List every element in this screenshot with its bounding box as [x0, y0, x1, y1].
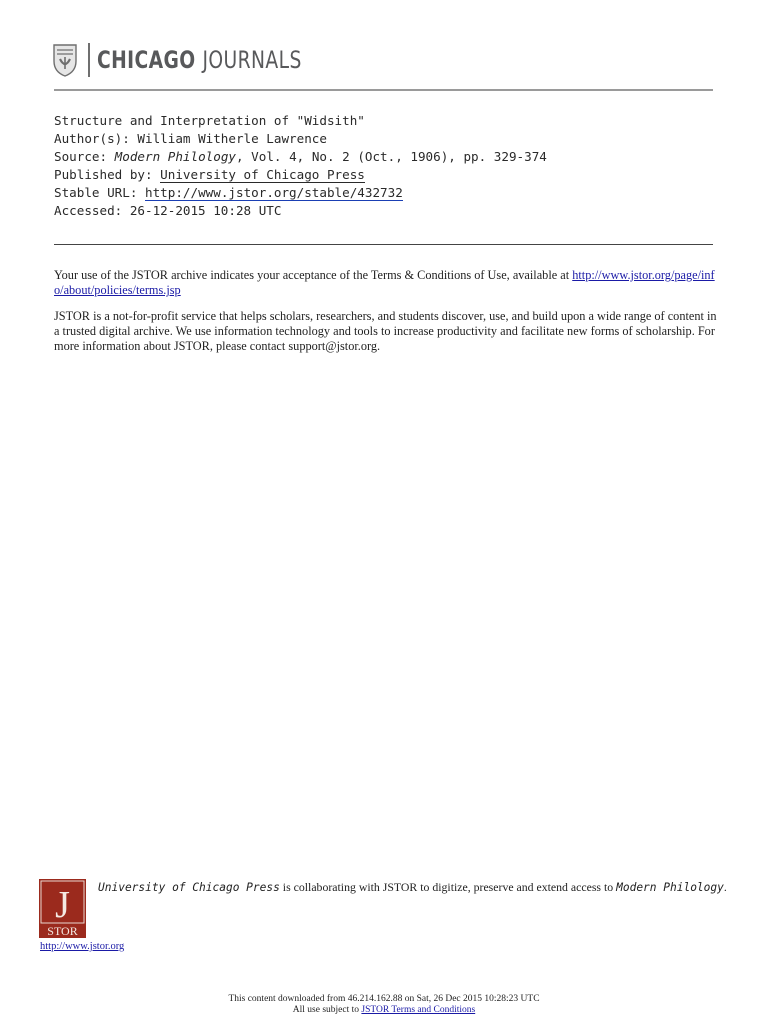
university-crest-icon [52, 42, 78, 78]
logo-divider [88, 43, 90, 77]
citation-block [54, 112, 547, 220]
jstor-about-paragraph: JSTOR is a not-for-profit service that helps scholars, researchers, and students discover, use, and build upon a wide range of content in a trusted digital archive. We use information technology and tools to increase productivity and facilitate new forms of scholarship. For more information about JSTOR, please contact support@jstor.org. [54, 309, 717, 353]
jstor-logo-text: STOR [47, 924, 78, 938]
logo-wordmark-light: JOURNALS [202, 46, 302, 74]
article-title: Structure and Interpretation of "Widsith" [54, 113, 365, 128]
terms-text: Your use of the JSTOR archive indicates your acceptance of the Terms & Conditions of Use, available at [54, 268, 573, 282]
download-notice [0, 994, 768, 1016]
source-journal: Modern Philology [114, 149, 236, 164]
terms-paragraph [54, 268, 718, 298]
collaboration-statement [98, 880, 727, 895]
terms-prefix: All use subject to [292, 1005, 362, 1015]
author-name: William Witherle Lawrence [137, 131, 327, 146]
logo-wordmark [97, 46, 302, 74]
collab-end: . [723, 880, 727, 894]
stable-url-link[interactable]: http://www.jstor.org/stable/432732 [145, 185, 403, 200]
collab-text: is collaborating with JSTOR to digitize, preserve and extend access to [279, 880, 617, 894]
jstor-logo-letter: J [55, 884, 70, 926]
publisher-link[interactable]: University of Chicago Press [160, 167, 365, 182]
collab-journal: Modern Philology [616, 881, 724, 894]
mid-divider [54, 244, 713, 245]
publisher-label: Published by: [54, 167, 161, 182]
jstor-logo[interactable] [39, 879, 86, 938]
logo-wordmark-bold: CHICAGO [97, 46, 196, 74]
jstor-logo-icon [39, 879, 86, 938]
top-divider [54, 89, 713, 91]
accessed-line: Accessed: 26-12-2015 10:28 UTC [54, 203, 282, 218]
source-line [54, 148, 547, 166]
download-line: This content downloaded from 46.214.162.88 on Sat, 26 Dec 2015 10:28:23 UTC [228, 994, 540, 1004]
terms-block [54, 268, 718, 365]
terms-line [0, 1005, 768, 1016]
stable-url-line [54, 184, 547, 202]
stable-url-label: Stable URL: [54, 185, 145, 200]
chicago-journals-logo [52, 40, 359, 80]
publisher-line [54, 166, 547, 184]
collab-publisher: University of Chicago Press [98, 881, 280, 894]
jstor-terms-link[interactable]: JSTOR Terms and Conditions [361, 1005, 476, 1015]
source-details: , Vol. 4, No. 2 (Oct., 1906), pp. 329-374 [236, 149, 547, 164]
source-label: Source: [54, 149, 115, 164]
author-label: Author(s): [54, 131, 138, 146]
jstor-home-link[interactable]: http://www.jstor.org [40, 941, 125, 952]
terms-link[interactable]: http://www.jstor.org/page/info/about/policies/terms.jsp [54, 268, 715, 297]
author-line [54, 130, 547, 148]
